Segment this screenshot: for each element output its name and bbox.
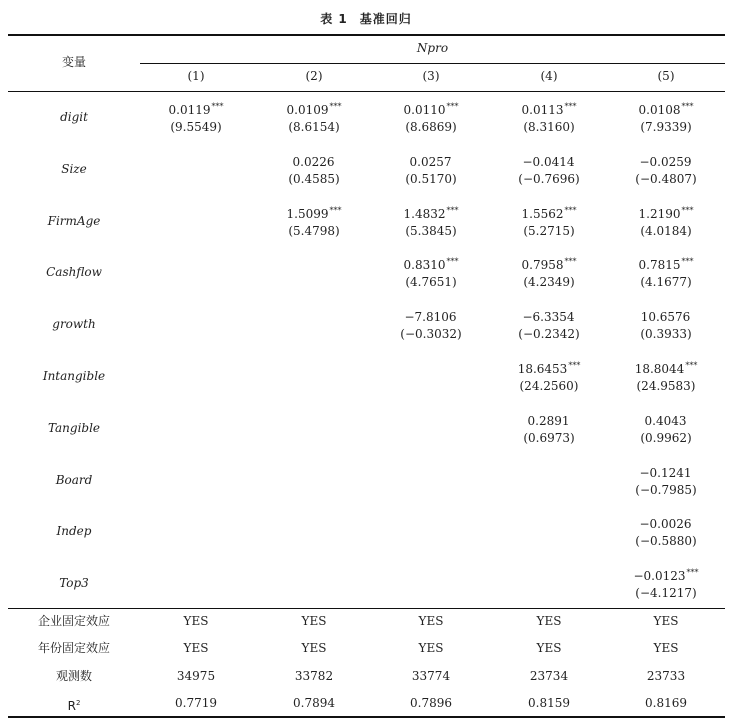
coefficient-value: 0.8310 (403, 258, 446, 273)
column-number: (1) (187, 69, 205, 83)
t-statistic: (−4.1217) (635, 586, 697, 601)
column-number: (3) (422, 69, 440, 83)
t-statistic: (8.3160) (523, 120, 575, 134)
t-statistic: (−0.7985) (635, 482, 697, 497)
coefficient-value: 0.2891 (527, 413, 570, 428)
t-statistic: (0.4585) (288, 171, 340, 186)
footer-label (8, 611, 140, 631)
significance-stars: *** (564, 102, 577, 111)
coefficient-value: 0.0119 (168, 103, 211, 117)
significance-stars: *** (329, 205, 342, 215)
t-statistic: (0.3933) (640, 327, 692, 342)
significance-stars: *** (685, 361, 698, 370)
variable-name: Board (55, 472, 93, 487)
t-statistic: (−0.5880) (635, 534, 697, 549)
variable-name: Indep (56, 524, 92, 539)
variable-name: Tangible (47, 420, 101, 435)
t-statistic: (8.6869) (405, 120, 457, 134)
coefficient-value: 1.5099 (286, 206, 329, 221)
footer-value: 34975 (176, 668, 216, 683)
footer-value: YES (653, 614, 679, 628)
coefficient-value: −0.0026 (639, 517, 692, 532)
t-statistic: (4.2349) (523, 275, 575, 290)
coefficient-value: 0.7958 (521, 258, 564, 273)
significance-stars: *** (686, 568, 699, 578)
footer-label-text: 企业固定效应 (37, 614, 110, 628)
coefficient-value: 1.2190 (638, 206, 681, 221)
coefficient-value: 0.0110 (403, 103, 446, 117)
significance-stars: *** (446, 205, 459, 215)
t-statistic: (0.6973) (523, 430, 575, 445)
t-statistic: (−0.4807) (635, 171, 697, 186)
coefficient-value: 10.6576 (640, 310, 691, 325)
footer-value: YES (418, 641, 444, 656)
footer-value: 33782 (294, 668, 334, 683)
footer-value: YES (301, 641, 327, 656)
coefficient-value: −0.1241 (639, 465, 692, 480)
top-rule (8, 34, 725, 36)
t-statistic: (4.7651) (405, 275, 457, 290)
coefficient-value: 1.5562 (521, 206, 564, 221)
coefficient-value: −0.0414 (522, 154, 575, 169)
header-rule (8, 91, 725, 92)
footer-value: 0.8169 (645, 695, 687, 710)
t-statistic: (4.1677) (640, 275, 692, 290)
coefficient-value: 0.0109 (286, 103, 329, 117)
significance-stars: *** (681, 257, 694, 267)
t-statistic: (5.4798) (288, 223, 340, 238)
coefficient-value: −0.0259 (639, 154, 692, 169)
dependent-variable-underline (140, 63, 725, 64)
significance-stars: *** (564, 205, 577, 215)
t-statistic: (9.5549) (170, 120, 222, 134)
coefficient-value: 0.7815 (638, 258, 681, 273)
footer-rule (8, 608, 725, 609)
t-statistic: (7.9339) (640, 120, 692, 134)
coefficient-value: 1.4832 (403, 206, 446, 221)
t-statistic: (24.2560) (519, 379, 579, 393)
t-statistic: (4.0184) (640, 223, 692, 238)
footer-label (8, 638, 140, 658)
footer-value: YES (183, 641, 209, 656)
footer-value: 33774 (411, 668, 451, 683)
t-statistic: (5.3845) (405, 223, 457, 238)
significance-stars: *** (681, 205, 694, 215)
footer-value: 0.7719 (175, 695, 217, 710)
footer-label-text: R (67, 698, 76, 713)
coefficient-value: 0.0257 (409, 154, 452, 169)
variable-name: digit (60, 110, 88, 124)
variable-name: growth (52, 317, 96, 332)
variable-name: Size (61, 161, 87, 176)
footer-label-text: 观测数 (55, 668, 92, 683)
footer-value: 23734 (529, 668, 569, 683)
variable-name: Cashflow (46, 265, 102, 280)
coefficient-value: 18.8044 (634, 362, 685, 376)
t-statistic: (−0.3032) (400, 327, 462, 342)
variable-name: FirmAge (47, 213, 101, 228)
significance-stars: *** (211, 102, 224, 111)
footer-value: YES (418, 614, 444, 628)
coefficient-value: 18.6453 (517, 362, 568, 376)
t-statistic: (0.9962) (640, 430, 692, 445)
coefficient-value: 0.0113 (521, 103, 564, 117)
t-statistic: (24.9583) (636, 379, 696, 393)
t-statistic: (−0.7696) (518, 171, 580, 186)
significance-stars: *** (446, 102, 459, 111)
significance-stars: *** (564, 257, 577, 267)
coefficient-value: −6.3354 (522, 310, 575, 325)
column-number: (5) (657, 69, 675, 83)
significance-stars: *** (681, 102, 694, 111)
footer-value: YES (536, 614, 562, 628)
bottom-rule (8, 716, 725, 718)
footer-label-superscript: 2 (75, 698, 81, 707)
table-title (0, 10, 732, 27)
t-statistic: (8.6154) (288, 120, 340, 134)
coefficient-value: 0.4043 (644, 413, 687, 428)
footer-value: 23733 (646, 668, 686, 683)
variable-name: Top3 (59, 576, 89, 591)
footer-value: YES (301, 614, 327, 628)
coefficient-value: 0.0226 (292, 154, 335, 169)
footer-label-text: 年份固定效应 (37, 641, 110, 656)
footer-value: YES (183, 614, 209, 628)
coefficient-value: −7.8106 (404, 310, 457, 325)
significance-stars: *** (568, 361, 581, 370)
variable-header: 变量 (61, 55, 86, 69)
table-name: 基准回归 (359, 12, 412, 26)
footer-value: 0.8159 (528, 695, 570, 710)
table-number: 表 1 (320, 12, 348, 26)
footer-label (8, 693, 140, 716)
dependent-variable-header: Npro (416, 41, 449, 55)
column-number: (4) (540, 69, 558, 83)
significance-stars: *** (446, 257, 459, 267)
t-statistic: (0.5170) (405, 171, 457, 186)
footer-value: 0.7896 (410, 695, 452, 710)
t-statistic: (−0.2342) (518, 327, 580, 342)
coefficient-value: −0.0123 (633, 569, 686, 584)
coefficient-value: 0.0108 (638, 103, 681, 117)
footer-value: 0.7894 (293, 695, 335, 710)
variable-name: Intangible (42, 369, 106, 383)
t-statistic: (5.2715) (523, 223, 575, 238)
column-number: (2) (305, 69, 323, 83)
footer-label (8, 666, 140, 686)
significance-stars: *** (329, 102, 342, 111)
footer-value: YES (536, 641, 562, 656)
footer-value: YES (653, 641, 679, 656)
